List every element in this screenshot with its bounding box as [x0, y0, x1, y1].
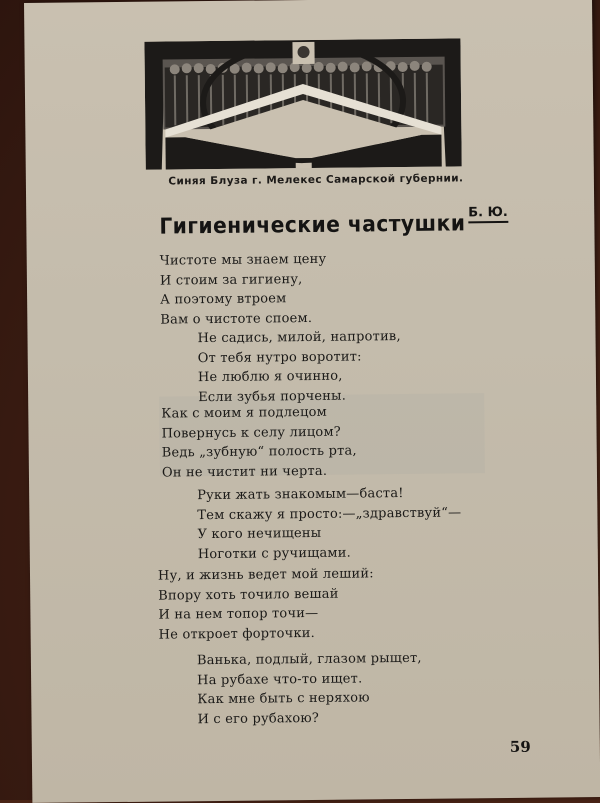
poem-line: Ноготки с ручищами. — [197, 545, 351, 562]
poem-line: И с его рубахою? — [197, 710, 320, 727]
poem-line: На рубахе что-то ищет. — [197, 670, 363, 688]
book-page — [24, 0, 600, 803]
group-photo-icon — [144, 38, 461, 169]
stanza-1 — [160, 250, 327, 330]
poem-line: Тем скажу я просто:—„здравствуй“— — [197, 504, 462, 523]
poem-line: У кого нечищены — [197, 525, 322, 543]
poem-line: Как мне быть с неряхою — [197, 690, 370, 708]
poem-line: От тебя нутро воротит: — [197, 348, 362, 366]
page-number: 59 — [509, 737, 531, 756]
stanza-4 — [197, 483, 462, 564]
poem-line: Как с моим я подлецом — [161, 404, 328, 422]
poem-line: Повернусь к селу лицом? — [161, 424, 341, 442]
poem-line: Не садись, милой, напротив, — [197, 329, 401, 347]
poem-line: И стоим за гигиену, — [159, 271, 303, 289]
poem-line: Не откроет форточки. — [158, 625, 316, 643]
page-title: Гигиенические частушки — [159, 211, 466, 240]
poem-line: Чистоте мы знаем цену — [159, 251, 327, 269]
poem-line: Вам о чистоте споем. — [160, 310, 313, 328]
poem-line: Ведь „зубную“ полость рта, — [161, 443, 357, 461]
poem-line: Руки жать знакомым—баста! — [197, 486, 404, 504]
poem-line: Впору хоть точило вешай — [158, 586, 339, 604]
stanza-2 — [197, 327, 401, 407]
poem-line: И на нем топор точи— — [158, 605, 319, 623]
photo-caption: Синяя Блуза г. Мелекес Самарской губернии. — [168, 172, 464, 188]
poem-line: Если зубья порчены. — [198, 388, 347, 405]
poem-line: Ванька, подлый, глазом рыщет, — [196, 650, 422, 669]
author-initials: Б. Ю. — [468, 205, 508, 223]
stanza-5 — [158, 564, 375, 644]
poem-line: Он не чистит ни черта. — [161, 463, 328, 481]
poem-line: Ну, и жизнь ведет мой леший: — [157, 566, 374, 584]
poem-line: А поэтому втроем — [160, 291, 287, 308]
poem-line: Не люблю я очинно, — [197, 368, 343, 386]
stanza-6 — [197, 649, 423, 729]
stanza-3 — [161, 403, 357, 483]
